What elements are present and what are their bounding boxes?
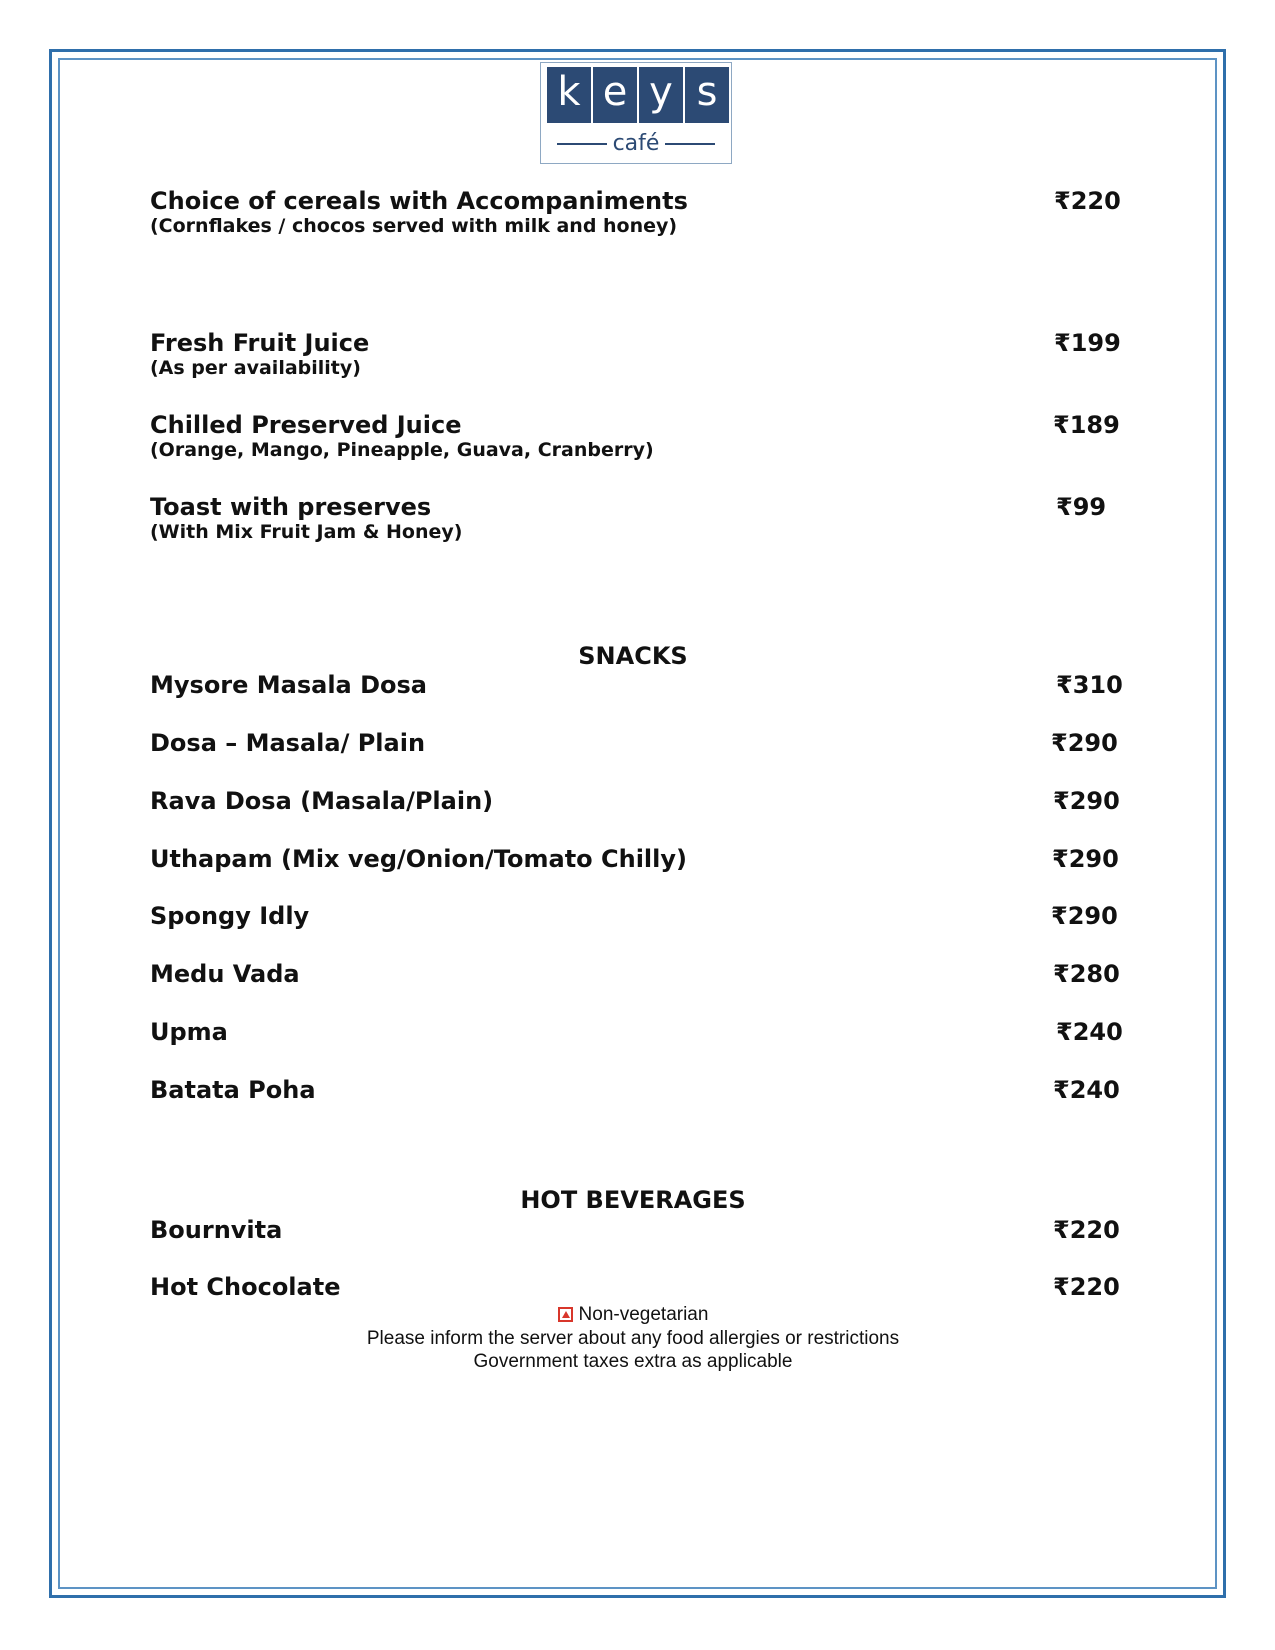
item-price: ₹220 (1053, 1216, 1120, 1244)
item-name: Bournvita (150, 1216, 283, 1244)
item-description: (Cornflakes / chocos served with milk and honey) (150, 215, 678, 237)
item-price: ₹240 (1053, 1076, 1120, 1104)
item-name: Hot Chocolate (150, 1273, 341, 1301)
item-price: ₹240 (1056, 1018, 1123, 1046)
item-name: Upma (150, 1018, 228, 1046)
item-price: ₹290 (1051, 729, 1118, 757)
item-name: Toast with preserves (150, 493, 432, 521)
logo-letter: e (593, 67, 637, 123)
item-name: Dosa – Masala/ Plain (150, 729, 426, 757)
item-description: (Orange, Mango, Pineapple, Guava, Cranberry) (150, 439, 654, 461)
item-price: ₹290 (1053, 787, 1120, 815)
item-price: ₹290 (1051, 902, 1118, 930)
item-name: Medu Vada (150, 960, 300, 988)
section-heading-hot-beverages: HOT BEVERAGES (520, 1186, 746, 1214)
item-price: ₹290 (1052, 845, 1119, 873)
logo-subtitle-row (541, 131, 731, 156)
item-price: ₹280 (1053, 960, 1120, 988)
item-name: Fresh Fruit Juice (150, 329, 370, 357)
nonveg-legend (150, 1305, 1116, 1324)
item-price: ₹310 (1056, 671, 1123, 699)
logo-letter: y (639, 67, 683, 123)
item-name: Chilled Preserved Juice (150, 411, 462, 439)
item-name: Choice of cereals with Accompaniments (150, 187, 688, 215)
item-price: ₹220 (1053, 1273, 1120, 1301)
nonveg-label: Non-vegetarian (578, 1304, 709, 1325)
item-price: ₹99 (1056, 493, 1107, 521)
item-description: (As per availability) (150, 357, 361, 379)
section-heading-snacks: SNACKS (578, 642, 688, 670)
item-name: Batata Poha (150, 1076, 316, 1104)
logo-letter: s (685, 67, 729, 123)
logo-rule-left (557, 143, 607, 145)
tax-note: Government taxes extra as applicable (473, 1351, 793, 1372)
keys-cafe-logo (540, 62, 732, 164)
item-price: ₹189 (1053, 411, 1120, 439)
item-description: (With Mix Fruit Jam & Honey) (150, 521, 463, 543)
allergy-note: Please inform the server about any food allergies or restrictions (366, 1328, 900, 1349)
logo-letters (547, 67, 729, 123)
logo-letter: k (547, 67, 591, 123)
item-name: Rava Dosa (Masala/Plain) (150, 787, 494, 815)
logo-subtitle: café (612, 131, 660, 156)
item-price: ₹220 (1054, 187, 1121, 215)
logo-rule-right (665, 143, 715, 145)
item-name: Uthapam (Mix veg/Onion/Tomato Chilly) (150, 845, 687, 873)
item-name: Mysore Masala Dosa (150, 671, 427, 699)
non-vegetarian-icon (558, 1307, 573, 1322)
item-name: Spongy Idly (150, 902, 310, 930)
item-price: ₹199 (1054, 329, 1121, 357)
